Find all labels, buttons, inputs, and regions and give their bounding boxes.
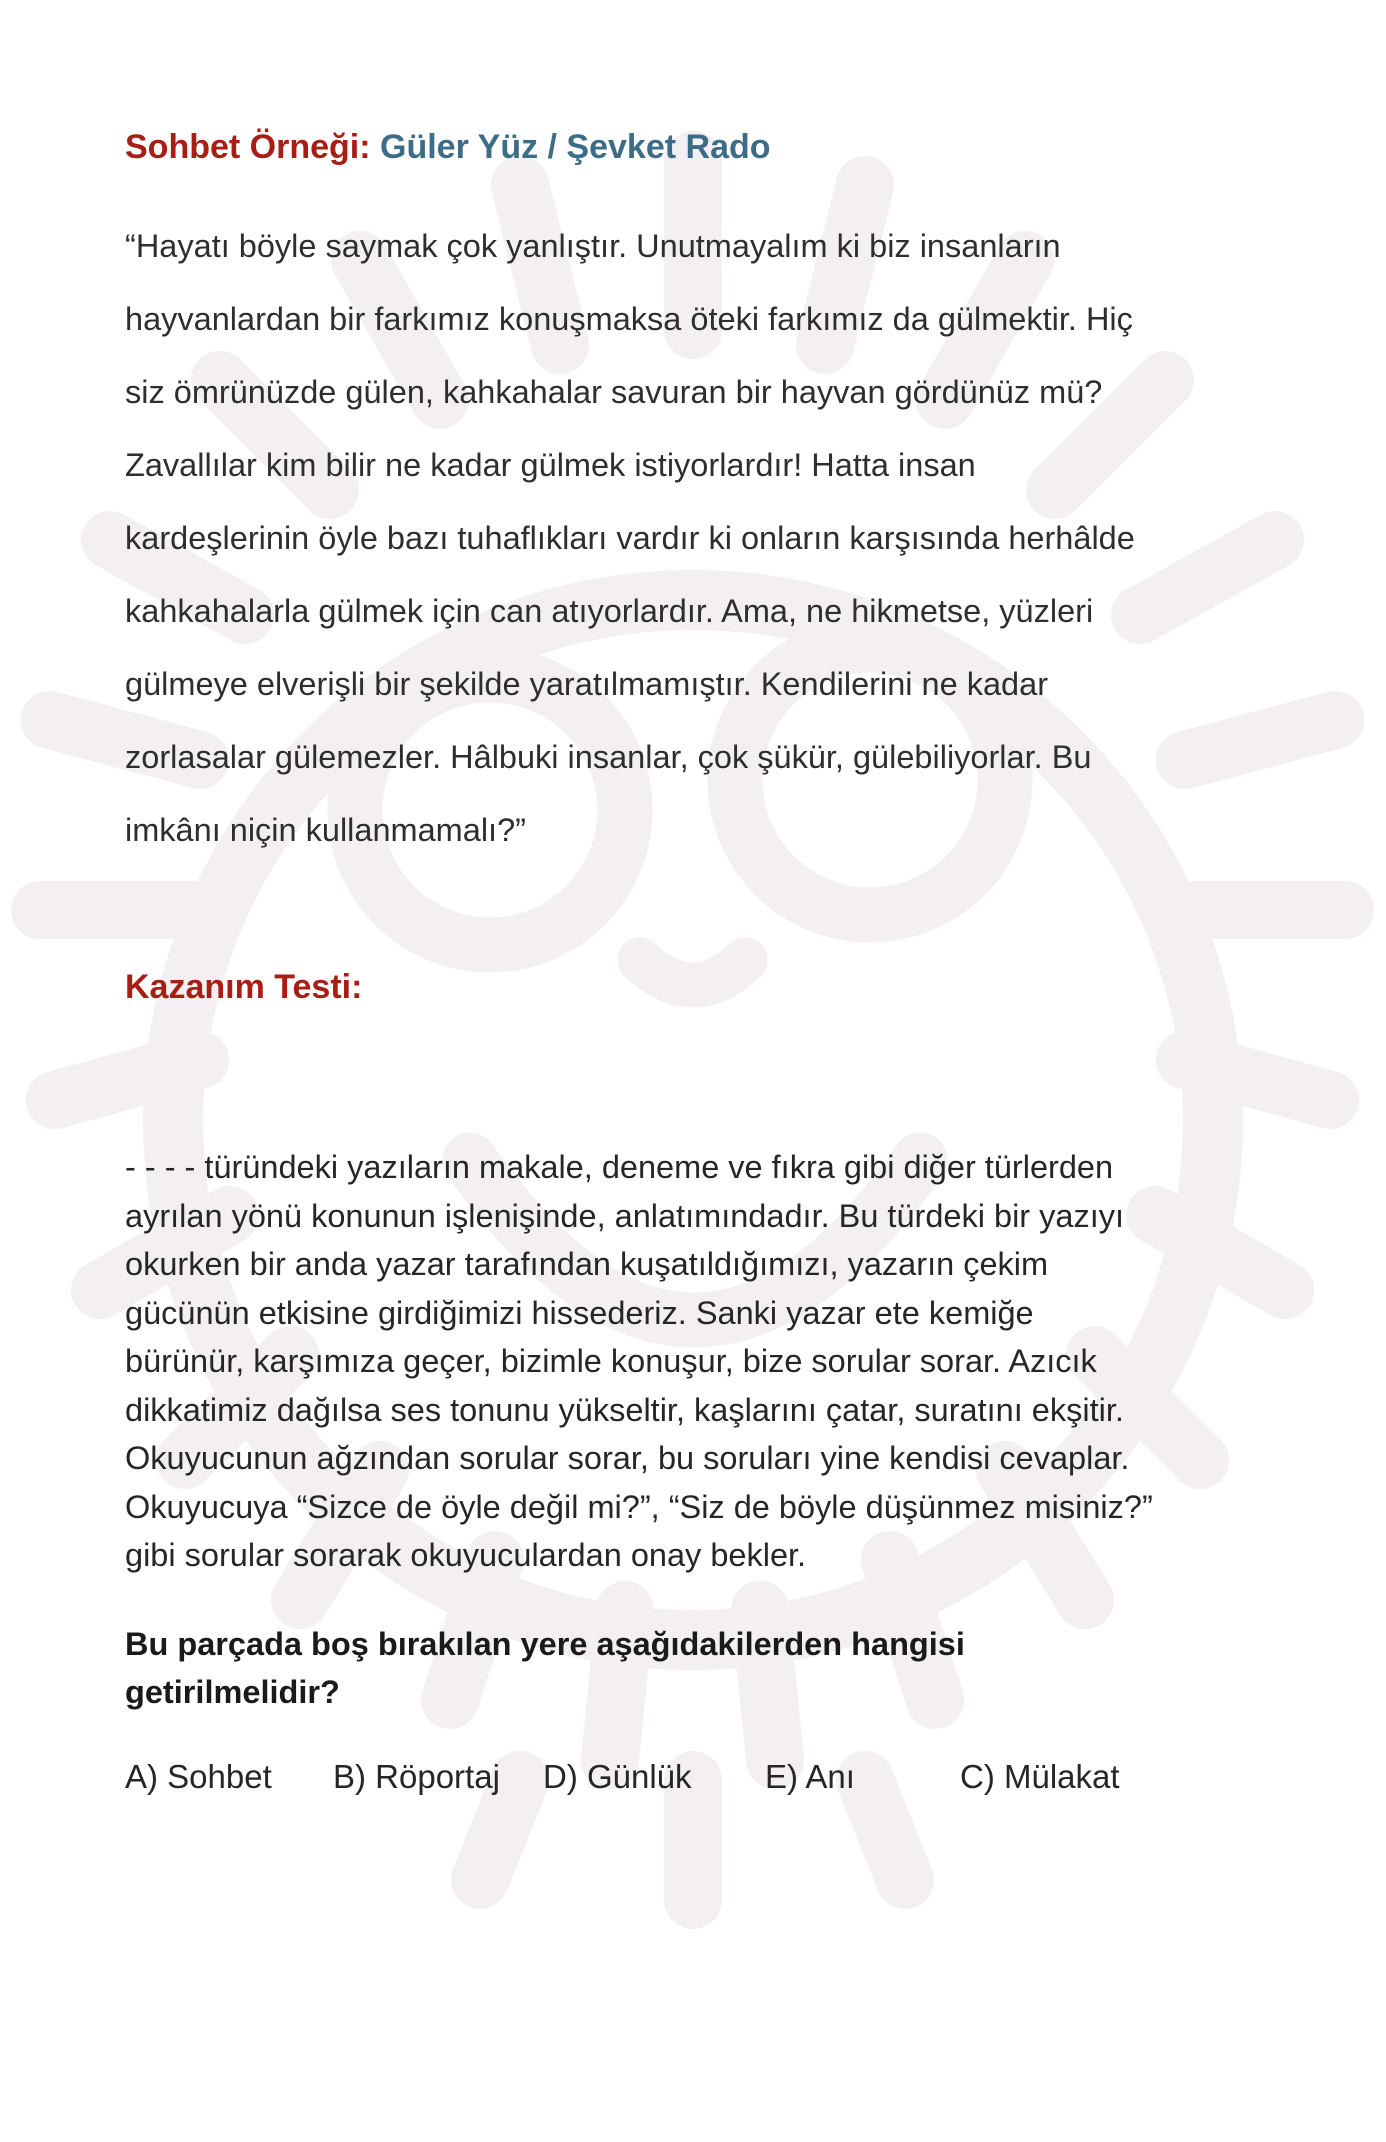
question-stem xyxy=(125,1620,965,1716)
passage-line: Okuyucuya “Sizce de öyle değil mi?”, “Siz de böyle düşünmez misiniz?” xyxy=(125,1488,1153,1525)
answer-options xyxy=(125,1758,1275,1808)
passage-line: okurken bir anda yazar tarafından kuşatıldığımızı, yazarın çekim xyxy=(125,1246,1049,1282)
work-title-author: Güler Yüz / Şevket Rado xyxy=(380,128,771,166)
test-passage xyxy=(125,1143,1275,1580)
passage-line: bürünür, karşımıza geçer, bizimle konuşur, bize sorular sorar. Azıcık xyxy=(125,1343,1097,1379)
quote-line: hayvanlardan bir farkımız konuşmaksa öteki farkımız da gülmektir. Hiç xyxy=(125,301,1133,337)
quote-line: “Hayatı böyle saymak çok yanlıştır. Unutmayalım ki biz insanların xyxy=(125,228,1061,264)
quote-line: kardeşlerinin öyle bazı tuhaflıkları vardır ki onların karşısında herhâlde xyxy=(125,520,1135,556)
option-b[interactable]: B) Röportaj xyxy=(333,1758,500,1795)
quote-line: imkânı niçin kullanmamalı?” xyxy=(125,812,526,848)
option-a[interactable]: A) Sohbet xyxy=(125,1758,272,1795)
quote-line: kahkahalarla gülmek için can atıyorlardır. Ama, ne hikmetse, yüzleri xyxy=(125,593,1094,629)
passage-line: gibi sorular sorarak okuyuculardan onay bekler. xyxy=(125,1537,807,1573)
quote-line: zorlasalar gülemezler. Hâlbuki insanlar, çok şükür, gülebiliyorlar. Bu xyxy=(125,739,1092,775)
passage-line: dikkatimiz dağılsa ses tonunu yükseltir, kaşlarını çatar, suratını ekşitir. xyxy=(125,1391,1124,1428)
sohbet-label: Sohbet Örneği: xyxy=(125,128,371,166)
passage-line: gücünün etkisine girdiğimizi hissederiz. Sanki yazar ete kemiğe xyxy=(125,1294,1034,1331)
sohbet-quote xyxy=(125,210,1275,867)
passage-line: ayrılan yönü konunun işlenişinde, anlatımındadır. Bu türdeki bir yazıyı xyxy=(125,1197,1125,1234)
question-line: Bu parçada boş bırakılan yere aşağıdakilerden hangisi xyxy=(125,1626,965,1662)
quote-line: Zavallılar kim bilir ne kadar gülmek istiyorlardır! Hatta insan xyxy=(125,447,976,483)
option-d[interactable]: D) Günlük xyxy=(543,1758,692,1795)
option-e[interactable]: E) Anı xyxy=(765,1758,855,1795)
question-line: getirilmelidir? xyxy=(125,1674,340,1710)
option-c[interactable]: C) Mülakat xyxy=(960,1758,1120,1795)
quote-line: gülmeye elverişli bir şekilde yaratılmamıştır. Kendilerini ne kadar xyxy=(125,666,1049,702)
passage-line: Okuyucunun ağzından sorular sorar, bu soruları yine kendisi cevaplar. xyxy=(125,1440,1130,1476)
quote-line: siz ömrünüzde gülen, kahkahalar savuran bir hayvan gördünüz mü? xyxy=(125,374,1103,410)
kazanim-heading: Kazanım Testi: xyxy=(125,968,363,1006)
passage-line: - - - - türündeki yazıların makale, deneme ve fıkra gibi diğer türlerden xyxy=(125,1149,1114,1185)
sohbet-heading xyxy=(125,128,771,167)
